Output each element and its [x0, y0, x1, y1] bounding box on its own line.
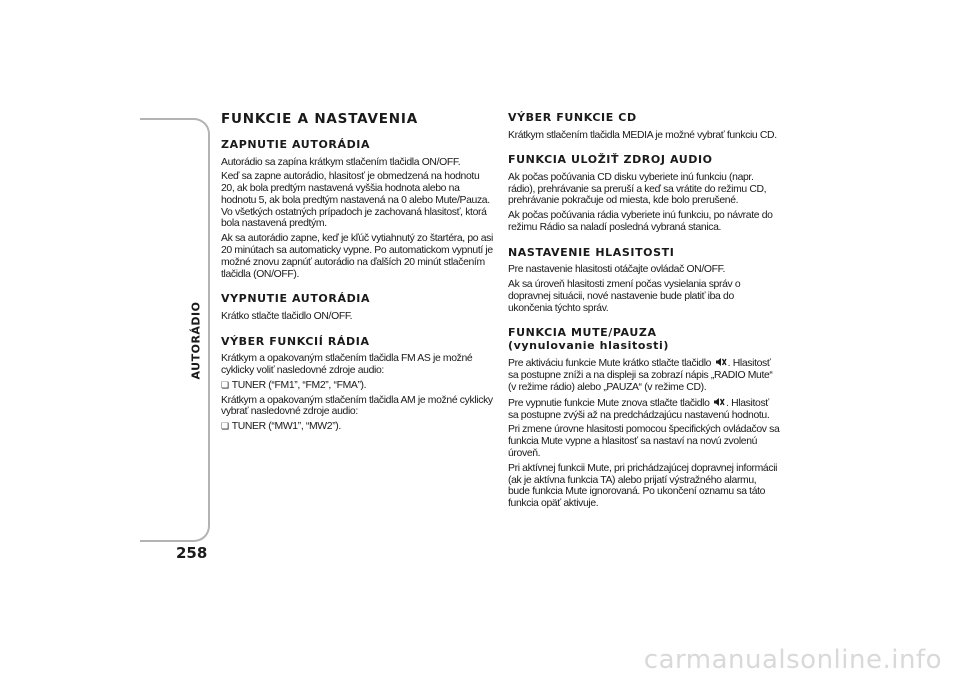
- section-title-mute: [508, 327, 780, 352]
- right-column: [508, 112, 780, 513]
- paragraph: Pri zmene úrovne hlasitosti pomocou špecifických ovládačov sa funkcia Mute vypne a hlasitosť sa nastaví na novú zvolenú úroveň.: [508, 424, 780, 460]
- bullet-item: ❏ TUNER (“FM1”, “FM2”, “FMA”).: [221, 380, 493, 392]
- paragraph: Krátko stlačte tlačidlo ON/OFF.: [221, 310, 353, 322]
- paragraph-text: Pre vypnutie funkcie Mute znova stlačte tlačidlo: [508, 397, 710, 409]
- page-title: FUNKCIE A NASTAVENIA: [221, 111, 418, 127]
- paragraph: Krátkym a opakovaným stlačením tlačidla FM AS je možné cyklicky voliť nasledovné zdroje audio:: [221, 353, 473, 377]
- section-title-cd: VÝBER FUNKCIE CD: [508, 111, 637, 124]
- paragraph: Ak sa úroveň hlasitosti zmení počas vysielania správ o dopravnej situácii, nové nastavenie bude platiť iba do ukončenia týchto správ.: [508, 279, 741, 314]
- paragraph: Pri aktívnej funkcii Mute, pri prichádzajúcej dopravnej informácii (ak je aktívna funkcia TA) alebo prijatí výstražného alarmu, bude funkcia Mute ignorovaná. Po ukončení oznamu sa táto funkcia opäť aktivuje.: [508, 462, 778, 510]
- paragraph: Pre nastavenie hlasitosti otáčajte ovládač ON/OFF.: [508, 264, 725, 276]
- section-title-volume: NASTAVENIE HLASITOSTI: [508, 245, 675, 259]
- paragraph: Ak počas počúvania rádia vyberiete inú funkciu, po návrate do režimu Rádio sa naladí posledná vybraná stanica.: [508, 210, 773, 233]
- paragraph: Autorádio sa zapína krátkym stlačením tlačidla ON/OFF.: [221, 156, 461, 168]
- section-title-mute-line2: (vynulovanie hlasitosti): [508, 338, 670, 352]
- paragraph: Keď sa zapne autorádio, hlasitosť je obmedzená na hodnotu 20, ak bola predtým nastavená vyššia hodnota alebo na hodnotu 5, ak bola predtým nastavená na 0 alebo Mute/Pauza. Vo všetkých ostatných prípadoch je zachovaná hlasitosť, ktorá bola nastavená predtým.: [221, 171, 490, 230]
- paragraph: Ak sa autorádio zapne, keď je kľúč vytiahnutý zo štartéra, po asi 20 minútach sa automaticky vypne. Po automatickom vypnutí je možné znovu zapnúť autorádio na ďalších 20 minút stlačením tlačidla (ON/OFF).: [221, 233, 493, 280]
- paragraph: Krátkym a opakovaným stlačením tlačidla AM je možné cyklicky vybrať nasledovné zdroje audio:: [221, 394, 493, 418]
- section-title-mute-line1: FUNKCIA MUTE/PAUZA: [508, 326, 657, 340]
- paragraph: Krátkym stlačením tlačidla MEDIA je možné vybrať funkciu CD.: [508, 129, 777, 141]
- side-tab-label: AUTORÁDIO: [189, 300, 203, 380]
- paragraph: Ak počas počúvania CD disku vyberiete inú funkciu (napr. rádio), prehrávanie sa preruší a keď sa vrátite do režimu CD, prehrávanie pokračuje od miesta, kde bolo prerušené.: [508, 171, 767, 207]
- side-tab: [186, 300, 206, 380]
- paragraph: [508, 357, 780, 393]
- paragraph: [508, 397, 780, 422]
- section-title-radio-functions: VÝBER FUNKCIÍ RÁDIA: [221, 334, 370, 348]
- watermark: carmanualsonline.info: [643, 645, 942, 675]
- paragraph-text: . Hlasitosť sa postupne zníži a na displeji sa zobrazí nápis „RADIO Mute“ (v režime rádio) alebo „PAUZA“ (v režime CD).: [508, 358, 773, 394]
- left-column: [221, 112, 493, 436]
- section-title-radio-on: ZAPNUTIE AUTORÁDIA: [221, 138, 371, 151]
- bullet-item: ❏ TUNER (“MW1”, “MW2”).: [221, 421, 493, 433]
- section-title-radio-off: VYPNUTIE AUTORÁDIA: [221, 292, 371, 306]
- paragraph-text: . Hlasitosť sa postupne zvýši až na predchádzajúcu nastavenú hodnotu.: [508, 397, 770, 421]
- speaker-mute-icon: [715, 357, 727, 367]
- section-title-save-source: FUNKCIA ULOŽIŤ ZDROJ AUDIO: [508, 153, 713, 167]
- speaker-mute-icon: [713, 397, 725, 407]
- paragraph-text: Pre aktiváciu funkcie Mute krátko stlačte tlačidlo: [508, 358, 712, 370]
- page-number: 258: [176, 544, 208, 562]
